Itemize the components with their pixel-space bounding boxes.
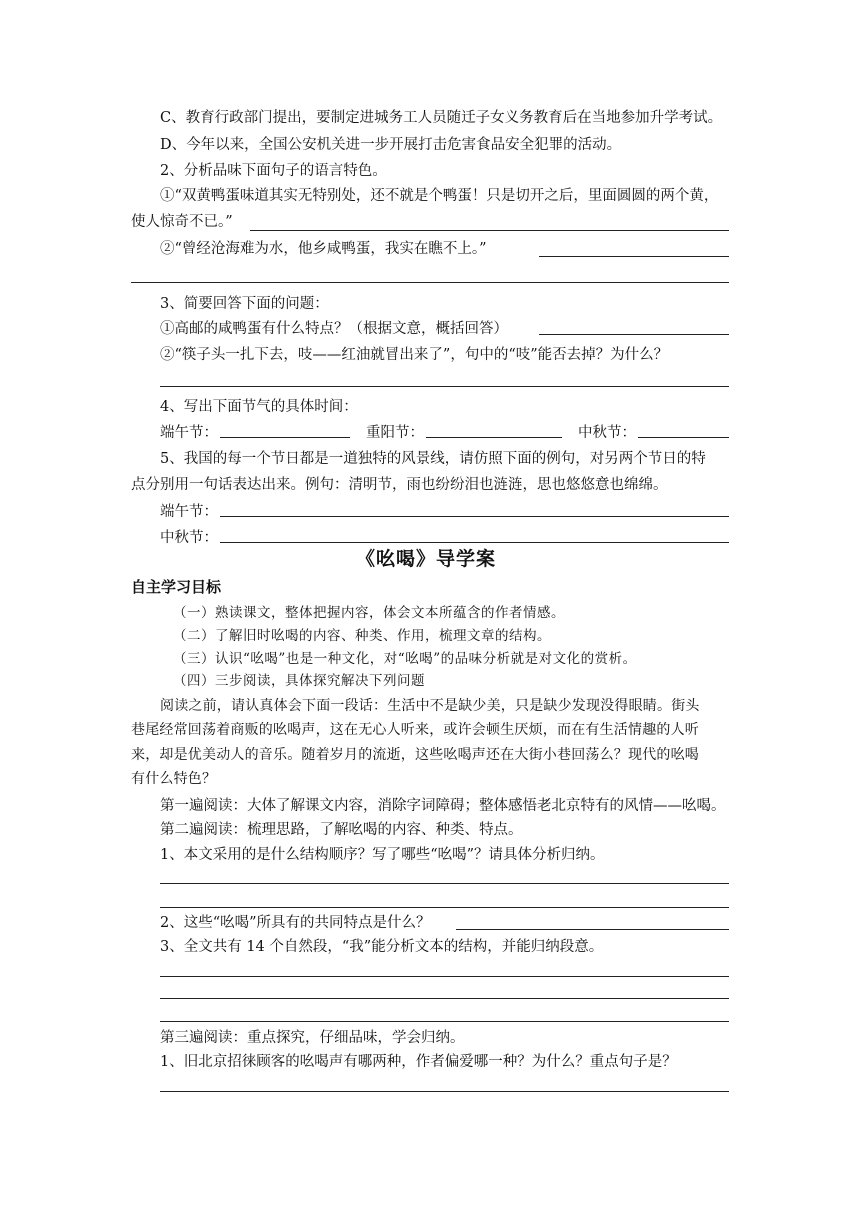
chongyang-blank[interactable] bbox=[426, 437, 562, 438]
question-5-line-1: 5、我国的每一个节日都是一道独特的风景线，请仿照下面的例句，对另两个节日的特 bbox=[160, 451, 706, 467]
answer-blank[interactable] bbox=[160, 907, 729, 908]
intro-line: 来，却是优美动人的音乐。随着岁月的流逝，这些吆喝声还在大街小巷回荡么？现代的吆喝 bbox=[131, 747, 699, 763]
question-4-title: 4、写出下面节气的具体时间： bbox=[160, 399, 358, 415]
duanwu-blank[interactable] bbox=[220, 437, 350, 438]
question-2-sentence-1-cont: 使人惊奇不已。” bbox=[131, 214, 233, 230]
goal-item: （四）三步阅读，具体探究解决下列问题 bbox=[173, 673, 425, 689]
answer-blank[interactable] bbox=[539, 256, 729, 257]
answer-blank[interactable] bbox=[539, 334, 729, 335]
goal-item: （一）熟读课文，整体把握内容，体会文本所蕴含的作者情感。 bbox=[173, 605, 565, 621]
goals-heading: 自主学习目标 bbox=[131, 578, 222, 596]
answer-blank[interactable] bbox=[160, 1021, 729, 1022]
question-3-b: ②“筷子头一扎下去，吱——红油就冒出来了”，句中的“吱”能否去掉？为什么？ bbox=[160, 347, 669, 363]
answer-blank[interactable] bbox=[160, 386, 729, 387]
answer-blank[interactable] bbox=[160, 976, 729, 977]
reading-2: 第二遍阅读：梳理思路，了解吆喝的内容、种类、特点。 bbox=[160, 822, 523, 838]
answer-blank[interactable] bbox=[160, 883, 729, 884]
q5-zhongqiu-label: 中秋节： bbox=[160, 530, 218, 546]
zhongqiu-label: 中秋节： bbox=[578, 425, 636, 441]
reading-2-question-3: 3、全文共有 14 个自然段，“我”能分析文本的结构，并能归纳段意。 bbox=[160, 939, 604, 955]
option-d: D、今年以来，全国公安机关进一步开展打击危害食品安全犯罪的活动。 bbox=[160, 137, 622, 153]
q5-zhongqiu-blank[interactable] bbox=[220, 542, 729, 543]
reading-3-question-1: 1、旧北京招徕顾客的吆喝声有哪两种，作者偏爱哪一种？为什么？重点句子是？ bbox=[160, 1054, 677, 1070]
goal-item: （二）了解旧时吆喝的内容、种类、作用，梳理文章的结构。 bbox=[173, 628, 551, 644]
duanwu-label: 端午节： bbox=[160, 425, 218, 441]
question-3-a: ①高邮的咸鸭蛋有什么特点？（根据文意，概括回答） bbox=[160, 321, 508, 337]
question-2-title: 2、分析品味下面句子的语言特色。 bbox=[160, 163, 387, 179]
option-c: C、教育行政部门提出，要制定进城务工人员随迁子女义务教育后在当地参加升学考试。 bbox=[160, 110, 723, 126]
chongyang-label: 重阳节： bbox=[366, 425, 424, 441]
goal-item: （三）认识“吆喝”也是一种文化，对“吆喝”的品味分析就是对文化的赏析。 bbox=[173, 651, 637, 667]
page-title: 《吆喝》导学案 bbox=[356, 548, 497, 570]
intro-line: 巷尾经常回荡着商贩的吆喝声，这在无心人听来，或许会顿生厌烦，而在有生活情趣的人听 bbox=[131, 722, 699, 738]
answer-blank[interactable] bbox=[131, 282, 729, 283]
reading-2-question-2: 2、这些“吆喝”所具有的共同特点是什么？ bbox=[160, 915, 431, 931]
answer-blank[interactable] bbox=[160, 998, 729, 999]
question-2-sentence-1: ①“双黄鸭蛋味道其实无特别处，还不就是个鸭蛋！只是切开之后，里面圆圆的两个黄， bbox=[160, 188, 719, 204]
answer-blank[interactable] bbox=[250, 230, 729, 231]
reading-1: 第一遍阅读：大体了解课文内容，消除字词障碍；整体感悟老北京特有的风情——吆喝。 bbox=[160, 798, 726, 814]
answer-blank[interactable] bbox=[160, 1091, 729, 1092]
reading-3: 第三遍阅读：重点探究，仔细品味，学会归纳。 bbox=[160, 1030, 465, 1046]
question-3-title: 3、简要回答下面的问题： bbox=[160, 296, 329, 312]
zhongqiu-blank[interactable] bbox=[638, 437, 729, 438]
intro-line: 阅读之前，请认真体会下面一段话：生活中不是缺少美，只是缺少发现没得眼睛。街头 bbox=[160, 698, 700, 714]
q5-duanwu-label: 端午节： bbox=[160, 504, 218, 520]
question-2-sentence-2: ②“曾经沧海难为水，他乡咸鸭蛋，我实在瞧不上。” bbox=[160, 241, 487, 257]
intro-line: 有什么特色？ bbox=[131, 771, 217, 787]
answer-blank[interactable] bbox=[456, 929, 729, 930]
q5-duanwu-blank[interactable] bbox=[220, 516, 729, 517]
reading-2-question-1: 1、本文采用的是什么结构顺序？写了哪些“吆喝”？请具体分析归纳。 bbox=[160, 847, 605, 863]
question-5-line-2: 点分别用一句话表达出来。例句：清明节，雨也纷纷泪也涟涟，思也悠悠意也绵绵。 bbox=[131, 477, 668, 493]
